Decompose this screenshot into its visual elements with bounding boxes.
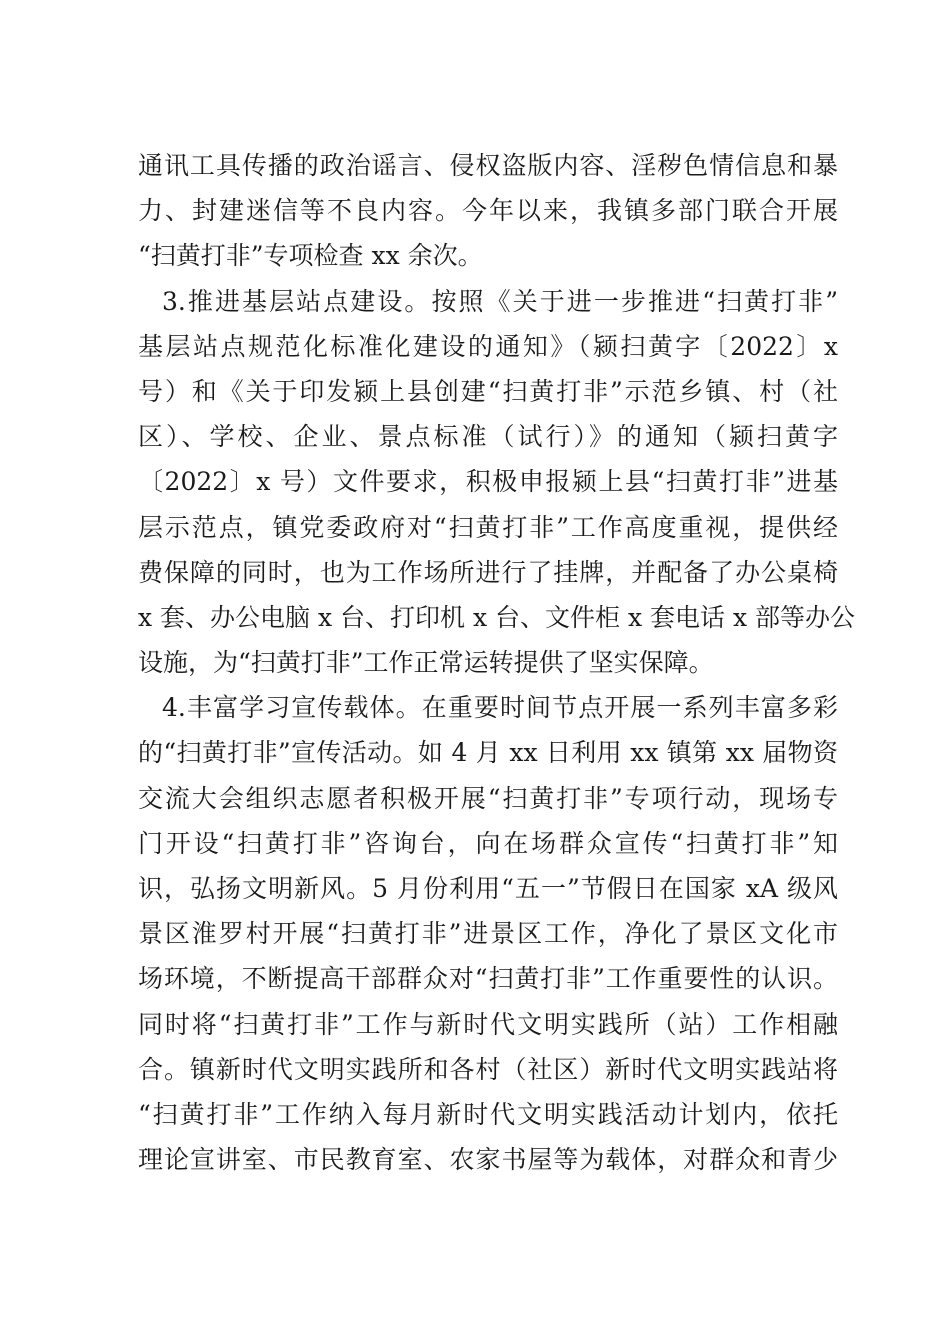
text-line: 〔2022〕x 号）文件要求，积极申报颍上县“扫黄打非”进基	[138, 467, 838, 497]
text-line: 景区淮罗村开展“扫黄打非”进景区工作，净化了景区文化市	[138, 919, 838, 949]
text-line: “扫黄打非”工作纳入每月新时代文明实践活动计划内，依托	[138, 1099, 838, 1129]
text-line: “扫黄打非”专项检查 xx 余次。	[138, 241, 483, 271]
text-line: 层示范点，镇党委政府对“扫黄打非”工作高度重视，提供经	[138, 512, 838, 542]
text-line: 合。镇新时代文明实践所和各村（社区）新时代文明实践站将	[138, 1054, 838, 1084]
text-line: 区）、学校、企业、景点标准（试行）》的通知（颍扫黄字	[138, 422, 838, 452]
paragraph-start-line: 4.丰富学习宣传载体。在重要时间节点开展一系列丰富多彩	[162, 693, 838, 723]
text-line: 交流大会组织志愿者积极开展“扫黄打非”专项行动，现场专	[138, 783, 838, 813]
text-line: x 套、办公电脑 x 台、打印机 x 台、文件柜 x 套电话 x 部等办公	[138, 602, 856, 632]
text-line: 费保障的同时，也为工作场所进行了挂牌，并配备了办公桌椅	[138, 557, 838, 587]
text-line: 理论宣讲室、市民教育室、农家书屋等为载体，对群众和青少	[138, 1145, 838, 1175]
text-line: 基层站点规范化标准化建设的通知》（颍扫黄字〔2022〕x	[138, 331, 838, 361]
paragraph-start-line: 3.推进基层站点建设。按照《关于进一步推进“扫黄打非”	[162, 286, 838, 316]
text-line: 门开设“扫黄打非”咨询台，向在场群众宣传“扫黄打非”知	[138, 828, 838, 858]
text-line: 通讯工具传播的政治谣言、侵权盗版内容、淫秽色情信息和暴	[138, 151, 838, 180]
text-line: 同时将“扫黄打非”工作与新时代文明实践所（站）工作相融	[138, 1009, 838, 1039]
text-line: 力、封建迷信等不良内容。今年以来，我镇多部门联合开展	[138, 196, 838, 226]
text-line: 的“扫黄打非”宣传活动。如 4 月 xx 日利用 xx 镇第 xx 届物资	[138, 738, 838, 768]
text-line: 场环境，不断提高干部群众对“扫黄打非”工作重要性的认识。	[138, 964, 838, 994]
text-line: 号）和《关于印发颍上县创建“扫黄打非”示范乡镇、村（社	[138, 376, 838, 406]
text-line: 识，弘扬文明新风。5 月份利用“五一”节假日在国家 xA 级风	[138, 874, 838, 903]
body-text	[138, 143, 856, 1182]
text-line: 设施，为“扫黄打非”工作正常运转提供了坚实保障。	[138, 648, 714, 678]
